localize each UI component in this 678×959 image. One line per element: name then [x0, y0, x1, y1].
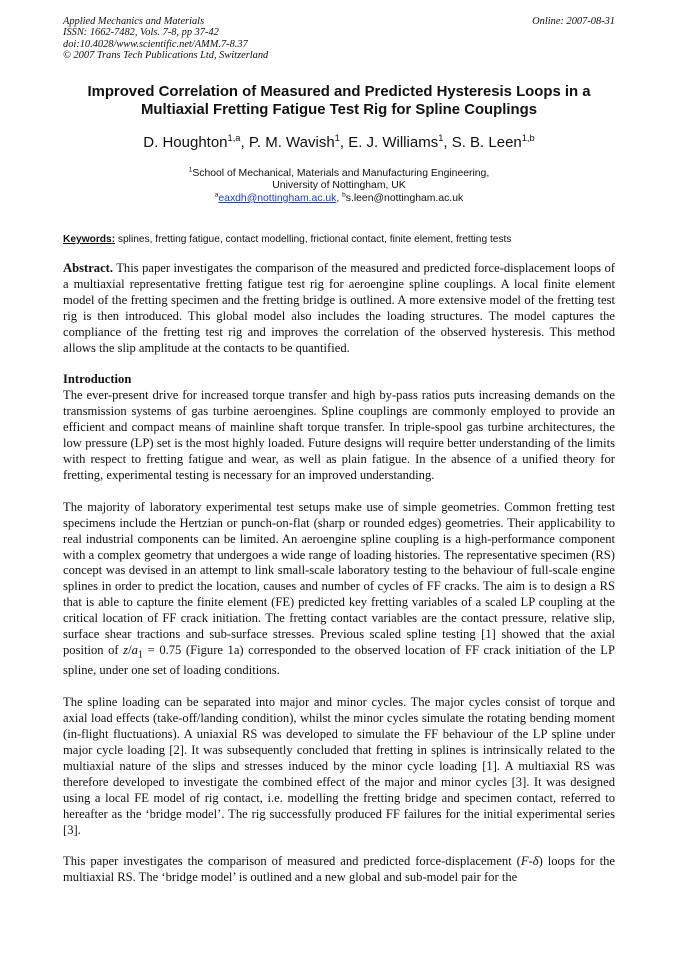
issn-line: ISSN: 1662-7482, Vols. 7-8, pp 37-42: [63, 27, 219, 39]
author-separator: ,: [339, 134, 349, 151]
title-line-2: Multiaxial Fretting Fatigue Test Rig for Spline Couplings: [141, 102, 537, 118]
email-b-sup: b: [342, 191, 346, 199]
affiliation-sup: 1: [188, 166, 193, 174]
copyright-line: © 2007 Trans Tech Publications Ltd, Switzerland: [63, 49, 269, 61]
author-name: E. J. Williams: [348, 134, 439, 151]
email-link-a[interactable]: eaxdh@nottingham.ac.uk: [218, 192, 337, 204]
intro-paragraph-2-text-b: = 0.75 (Figure 1a) corresponded to the observed location of FF crack initiation of the LP spline, under one set of loading conditions.: [63, 642, 615, 678]
keywords: [63, 233, 623, 246]
variable-z: z: [123, 642, 129, 657]
author-affil-sup: 1,a: [227, 133, 241, 143]
variable-a: a: [131, 642, 138, 657]
introduction-heading: Introduction: [63, 372, 132, 387]
affiliation-line-1: School of Mechanical, Materials and Manufacturing Engineering,: [192, 168, 490, 179]
author-name: P. M. Wavish: [248, 134, 335, 151]
title-line-1: Improved Correlation of Measured and Predicted Hysteresis Loops in a: [87, 84, 591, 100]
author-name: D. Houghton: [143, 134, 228, 151]
affiliation-line-2: University of Nottingham, UK: [272, 180, 406, 192]
online-date: Online: 2007-08-31: [532, 16, 615, 27]
author-name: S. B. Leen: [451, 134, 522, 151]
abstract-text: This paper investigates the comparison of the measured and predicted force-displacement loops of a multiaxial representative fretting fatigue test rig for aeroengine spline couplings. A local finite element model of the fretting specimen and the fretting bridge is outlined. A more extensive model of the fretting test rig is then introduced. This global model also includes the loading structures. The model captures the compliance of the fretting test rig and improves the correlation of the observed hysteresis. This method allows the slip amplitude at the contacts to be quantified.: [63, 261, 615, 355]
journal-header: [63, 16, 615, 61]
doi-line: doi:10.4028/www.scientific.net/AMM.7-8.37: [63, 38, 248, 50]
paper-title: [48, 83, 630, 119]
intro-paragraph-2: [63, 500, 615, 679]
intro-paragraph-4-text-a: This paper investigates the comparison of measured and predicted force-displacement (: [63, 854, 521, 869]
abstract: [63, 261, 615, 356]
keywords-label: Keywords:: [63, 234, 116, 245]
variable-delta: δ: [532, 854, 539, 869]
slash: /: [128, 642, 132, 657]
intro-paragraph-3: The spline loading can be separated into major and minor cycles. The major cycles consist of torque and axial load effects (take-off/landing condition), whilst the minor cycles simulate the rotating bending moment (in-flight fluctuations). A uniaxial RS was developed to simulate the FF behaviour of the LP spline under major cycle loading [2]. It was subsequently concluded that fretting in splines is intrinsically related to the multiaxial nature of the slips and stresses induced by the minor cycle loading [1]. A multiaxial RS was therefore developed to investigate the combined effect of the major and minor cycles [3]. It was designed using a local FE model of rig contact, i.e. modelling the fretting bridge and specimen contact, referred to hereafter as the ‘bridge model’. The rig successfully produced FF failures for the initial experimental series [3].: [63, 695, 615, 837]
intro-paragraph-4-text-b: ) loops for the multiaxial RS. The ‘bridge model’ is outlined and a new global and sub-model pair for the: [63, 854, 616, 885]
affiliation: [0, 168, 678, 205]
body-text: [63, 261, 615, 902]
intro-paragraph-4: [63, 854, 615, 886]
author-separator: ,: [240, 134, 249, 151]
author-affil-sup: 1: [438, 133, 444, 143]
author-list: [0, 133, 678, 153]
email-b: s.leen@nottingham.ac.uk: [345, 192, 464, 204]
intro-paragraph-2-text-a: The majority of laboratory experimental test setups make use of simple geometries. Common fretting test specimens include the Hertzian or punch-on-flat (sharp or rounded edges) geometries. Their applicability to real industrial components can be limited. An aeroengine spline coupling is a high-performance component with a complex geometry that undergoes a wide range of loading histories. The representative specimen (RS) concept was devised in an attempt to link small-scale laboratory testing to the behaviour of full-scale engine splines in order to predict the location, causes and number of cycles of FF cracks. The aim is to design a RS that is able to capture the finite element (FE) predicted key fretting variables of a scaled LP coupling at the critical location of FF crack initiation. The fretting contact variables are the contact pressure, relative slip, surface shear tractions and sub-surface stresses. Previous scaled spline testing [1] showed that the axial position of: [63, 499, 615, 657]
author-separator: ,: [443, 134, 452, 151]
email-separator: ,: [336, 192, 343, 204]
dash: -: [528, 854, 533, 869]
email-a-sup: a: [214, 191, 219, 199]
keywords-text: splines, fretting fatigue, contact modelling, frictional contact, finite element, fretting tests: [115, 234, 512, 245]
author-affil-sup: 1: [334, 133, 340, 143]
journal-name: Applied Mechanics and Materials: [63, 16, 205, 27]
email-line: [0, 193, 678, 205]
abstract-label: Abstract.: [63, 261, 114, 275]
author-affil-sup: 1,b: [521, 133, 535, 143]
subscript-1: 1: [137, 649, 144, 661]
variable-f: F: [520, 854, 529, 869]
intro-paragraph-1: The ever-present drive for increased torque transfer and high by-pass ratios puts increasing demands on the transmission systems of gas turbine aeroengines. Spline couplings are commonly employed to provide an efficient and compact means of mainline shaft torque transfer. In triple-spool gas turbine architectures, the low pressure (LP) set is the most highly loaded. Future designs will require better understanding of the limits with respect to fretting fatigue and wear, as well as plain fatigue. In the absence of a unified theory for fretting, experimental testing is necessary for an improved understanding.: [63, 388, 615, 482]
